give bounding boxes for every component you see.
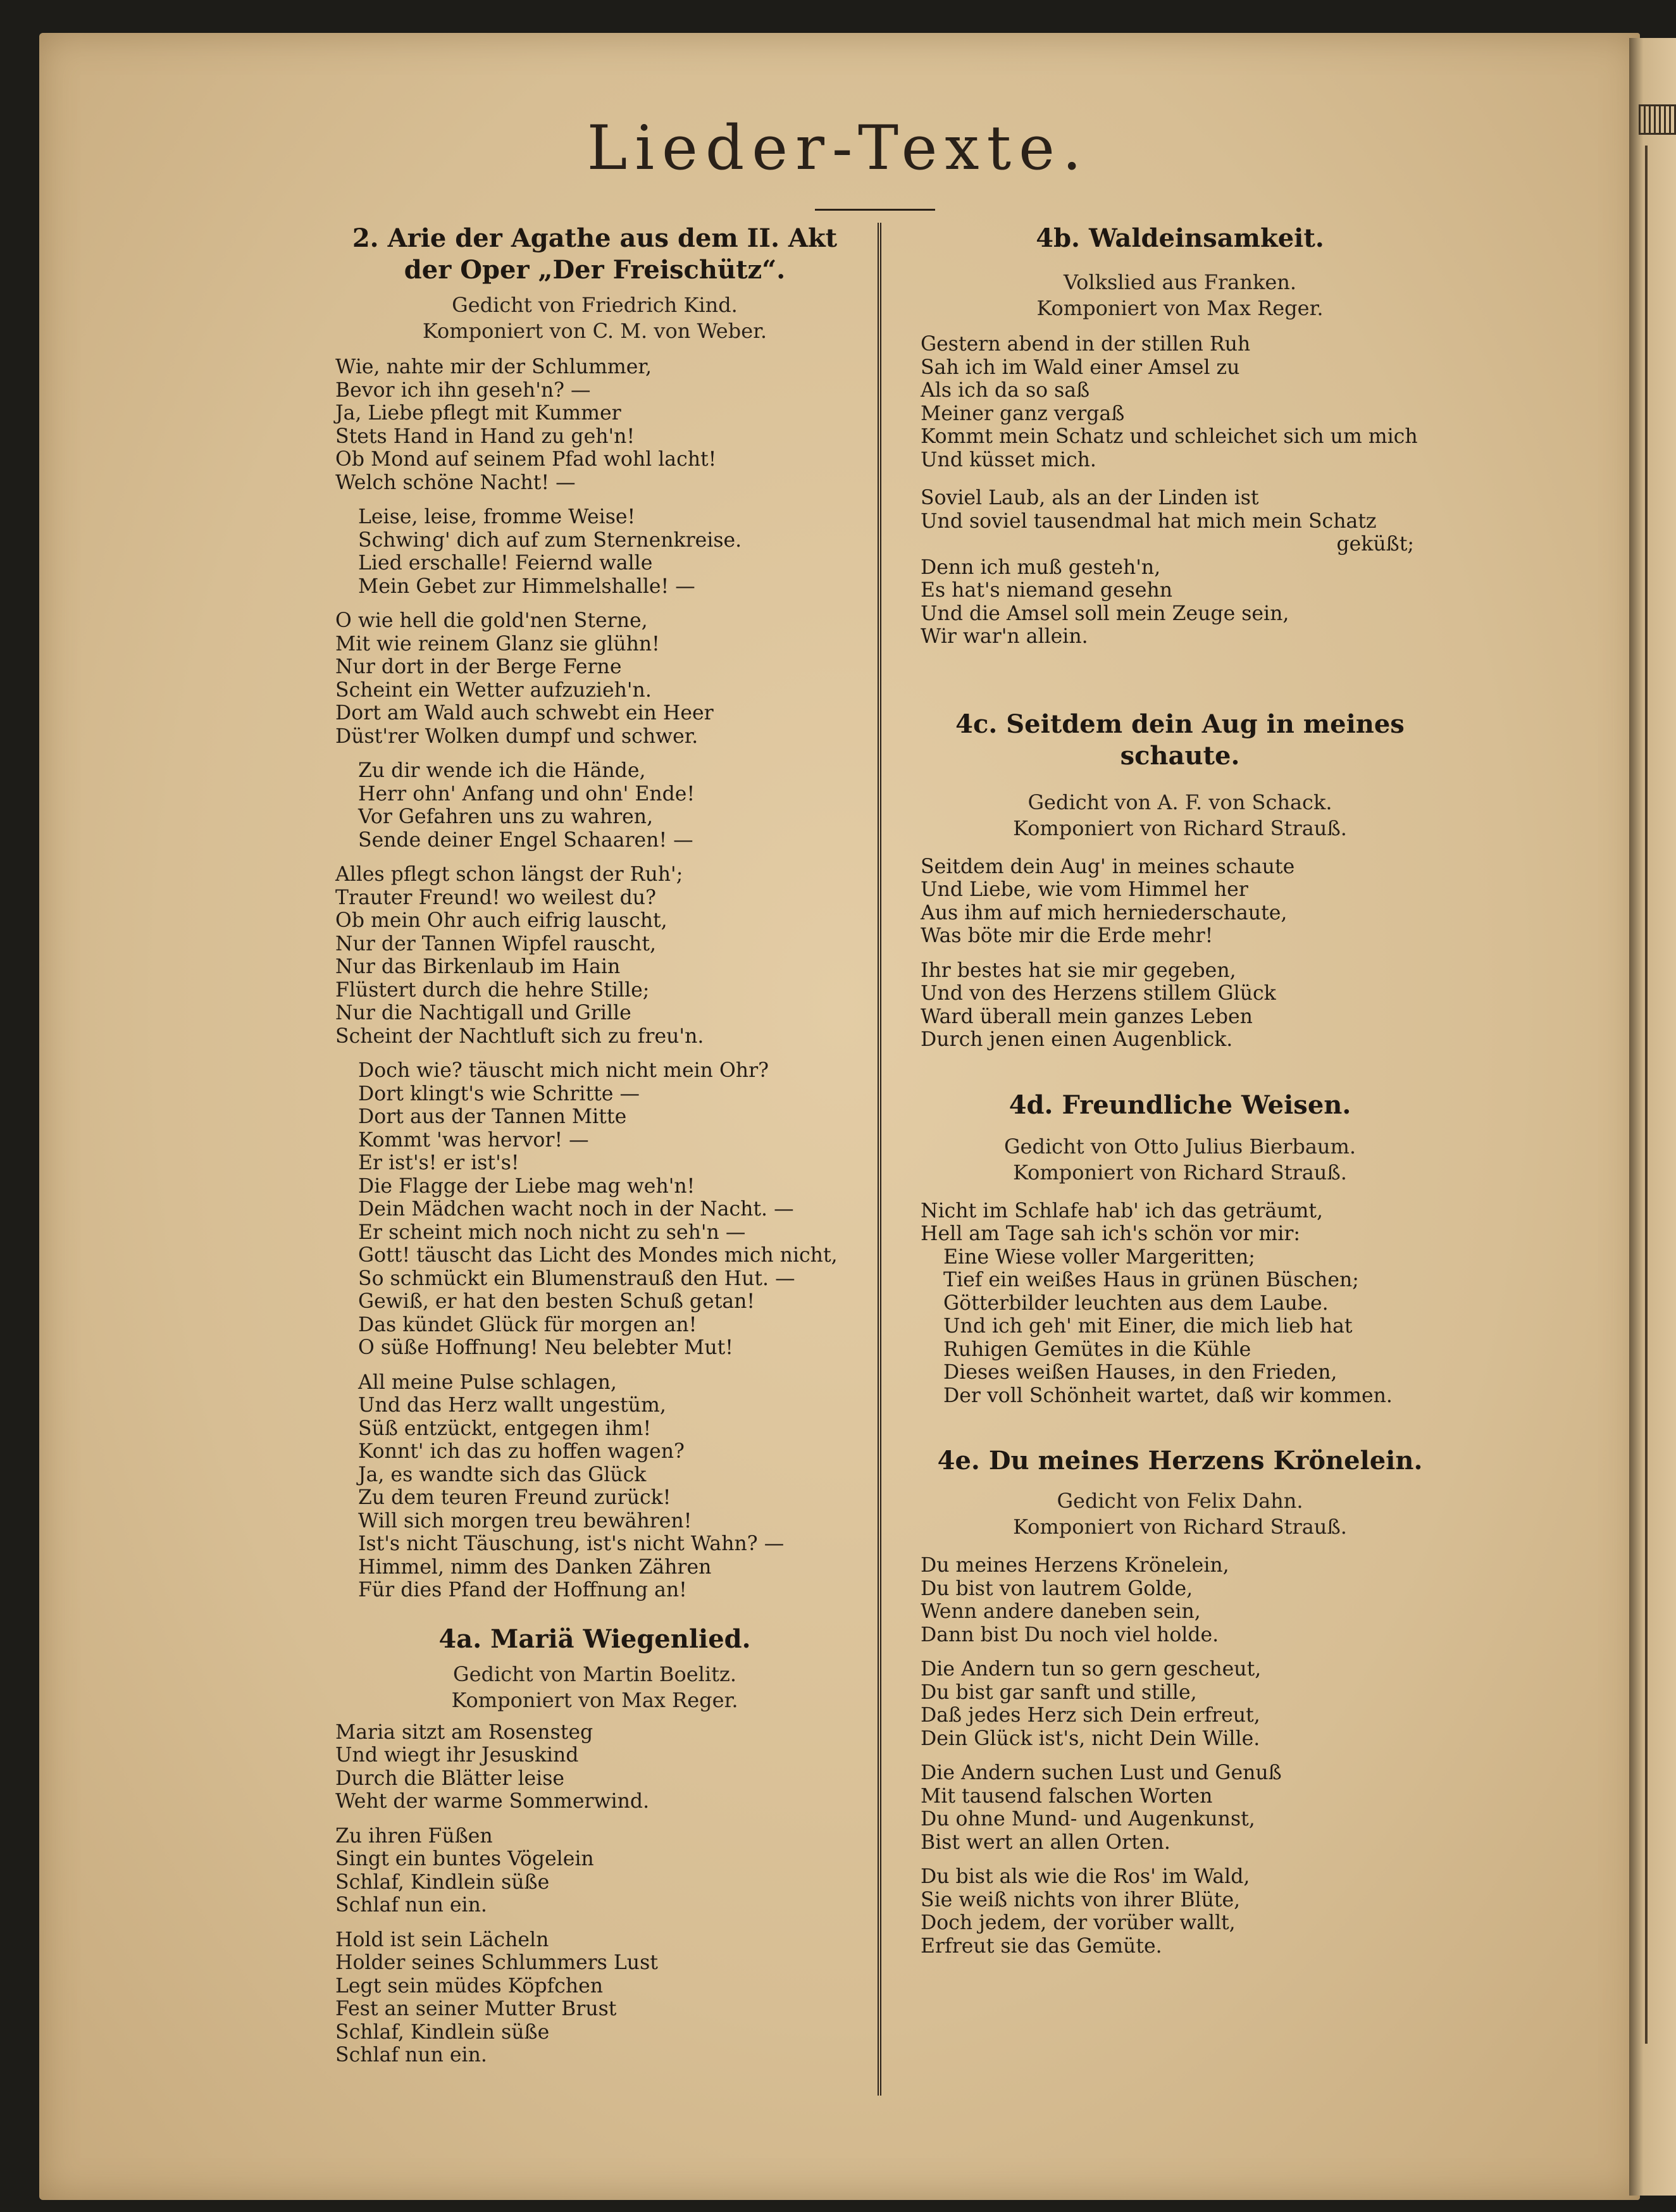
- left-column: [335, 223, 854, 2067]
- stanza: Alles pflegt schon längst der Ruh'; Trauter Freund! wo weilest du? Ob mein Ohr auch eifrig lauscht, Nur der Tannen Wipfel rauscht, Nur das Birkenlaub im Hain Flüstert durch die hehre Stille; Nur die Nachtigall und Grille Scheint der Nachtluft sich zu freu'n.: [335, 863, 704, 1048]
- section-number: 4a.: [438, 1624, 482, 1654]
- poem-credit: Volkslied aus Franken.: [1063, 270, 1297, 294]
- section-title: [921, 1445, 1439, 1477]
- right-column: [921, 223, 1439, 1958]
- stanza: Zu dir wende ich die Hände, Herr ohn' Anfang und ohn' Ende! Vor Gefahren uns zu wahren, Sende deiner Engel Schaaren! —: [358, 759, 695, 852]
- stanza: Du bist als wie die Ros' im Wald, Sie weiß nichts von ihrer Blüte, Doch jedem, der vorüber wallt, Erfreut sie das Gemüte.: [921, 1865, 1250, 1958]
- section-title-text: Freundliche Weisen.: [1062, 1090, 1351, 1120]
- stanza: Eine Wiese voller Margeritten; Tief ein weißes Haus in grünen Büschen; Götterbilder leuchten aus dem Laube. Und ich geh' mit Einer, die mich lieb hat Ruhigen Gemütes in die Kühle Dieses weißen Hauses, in den Frieden, Der voll Schönheit wartet, daß wir kommen.: [943, 1245, 1393, 1407]
- composer-credit: Komponiert von Max Reger.: [1036, 296, 1324, 320]
- stanza: Zu ihren Füßen Singt ein buntes Vögelein Schlaf, Kindlein süße Schlaf nun ein.: [335, 1824, 594, 1917]
- section-title: [335, 1624, 854, 1655]
- section-number: 4e.: [937, 1446, 980, 1476]
- poem-credit: Gedicht von Otto Julius Bierbaum.: [1003, 1134, 1356, 1159]
- composer-credit: Komponiert von Richard Strauß.: [1013, 816, 1347, 840]
- composer-credit: Komponiert von C. M. von Weber.: [422, 319, 767, 343]
- stanza: Denn ich muß gesteh'n, Es hat's niemand gesehn Und die Amsel soll mein Zeuge sein, Wir war'n allein.: [921, 556, 1289, 648]
- stanza: Seitdem dein Aug' in meines schaute Und Liebe, wie vom Himmel her Aus ihm auf mich herniederschaute, Was böte mir die Erde mehr!: [921, 855, 1295, 947]
- section-title-text: Mariä Wiegenlied.: [490, 1624, 751, 1654]
- stanza: Hold ist sein Lächeln Holder seines Schlummers Lust Legt sein müdes Köpfchen Fest an seiner Mutter Brust Schlaf, Kindlein süße Schlaf nun ein.: [335, 1928, 658, 2066]
- stanza: Doch wie? täuscht mich nicht mein Ohr? Dort klingt's wie Schritte — Dort aus der Tannen Mitte Kommt 'was hervor! — Er ist's! er ist's! Die Flagge der Liebe mag weh'n! Dein Mädchen wacht noch in der Nacht. — Er scheint mich noch nicht zu seh'n — Gott! täuscht das Licht des Mondes mich nicht, So schmückt ein Blumenstrauß den Hut. — Gewiß, er hat den besten Schuß getan! Das kündet Glück für morgen an! O süße Hoffnung! Neu belebter Mut!: [358, 1059, 838, 1359]
- poem-credit: Gedicht von Martin Boelitz.: [453, 1662, 736, 1686]
- composer-credit: Komponiert von Richard Strauß.: [1013, 1160, 1347, 1184]
- section-title-text: Arie der Agathe aus dem II. Akt der Oper „Der Freischütz“.: [387, 223, 838, 285]
- section-title: [921, 1090, 1439, 1121]
- page-title: Lieder-Texte.: [587, 113, 1089, 183]
- stanza: All meine Pulse schlagen, Und das Herz wallt ungestüm, Süß entzückt, entgegen ihm! Konnt' ich das zu hoffen wagen? Ja, es wandte sich das Glück Zu dem teuren Freund zurück! Will sich morgen treu bewähren! Ist's nicht Täuschung, ist's nicht Wahn? — Himmel, nimm des Danken Zähren Für dies Pfand der Hoffnung an!: [358, 1370, 785, 1601]
- stanza-continuation: geküßt;: [1336, 533, 1414, 556]
- stanza: Leise, leise, fromme Weise! Schwing' dich auf zum Sternenkreise. Lied erschalle! Feiernd walle Mein Gebet zur Himmelshalle! —: [358, 506, 742, 598]
- section-number: 4c.: [955, 709, 998, 739]
- stanza: Die Andern suchen Lust und Genuß Mit tausend falschen Worten Du ohne Mund- und Augenkunst, Bist wert an allen Orten.: [921, 1762, 1282, 1854]
- section-number: 4d.: [1009, 1090, 1053, 1120]
- facing-page-rule: [1645, 146, 1648, 2044]
- title-rule: [815, 209, 935, 211]
- section-title-text: Waldeinsamkeit.: [1088, 223, 1324, 253]
- poem-credit: Gedicht von Felix Dahn.: [1057, 1489, 1303, 1513]
- column-divider: [878, 223, 881, 2096]
- section-number: 2.: [352, 223, 379, 253]
- composer-credit: Komponiert von Max Reger.: [451, 1687, 738, 1712]
- poem-credit: Gedicht von A. F. von Schack.: [1027, 790, 1332, 814]
- stanza: Gestern abend in der stillen Ruh Sah ich im Wald einer Amsel zu Als ich da so saß Meiner ganz vergaß Kommt mein Schatz und schleichet sich um mich Und küsset mich.: [921, 333, 1418, 471]
- stanza: Du meines Herzens Krönelein, Du bist von lautrem Golde, Wenn andere daneben sein, Dann bist Du noch viel holde.: [921, 1554, 1229, 1646]
- section-title-text: Seitdem dein Aug in meines schaute.: [1006, 709, 1405, 771]
- section-title: [921, 709, 1439, 772]
- section-number: 4b.: [1036, 223, 1080, 253]
- section-title: [921, 223, 1439, 254]
- stanza: Die Andern tun so gern gescheut, Du bist gar sanft und stille, Daß jedes Herz sich Dein erfreut, Dein Glück ist's, nicht Dein Wille.: [921, 1658, 1262, 1750]
- poem-credit: Gedicht von Friedrich Kind.: [452, 293, 738, 317]
- stanza: Nicht im Schlafe hab' ich das geträumt, Hell am Tage sah ich's schön vor mir:: [921, 1199, 1324, 1245]
- facing-page-edge: [1629, 38, 1676, 2196]
- stanza: Maria sitzt am Rosensteg Und wiegt ihr Jesuskind Durch die Blätter leise Weht der warme Sommerwind.: [335, 1720, 650, 1813]
- stanza: Wie, nahte mir der Schlummer, Bevor ich ihn geseh'n? — Ja, Liebe pflegt mit Kummer Stets Hand in Hand zu geh'n! Ob Mond auf seinem Pfad wohl lacht! Welch schöne Nacht! —: [335, 356, 717, 494]
- stanza: O wie hell die gold'nen Sterne, Mit wie reinem Glanz sie glühn! Nur dort in der Berge Ferne Scheint ein Wetter aufzuzieh'n. Dort am Wald auch schwebt ein Heer Düst'rer Wolken dumpf und schwer.: [335, 609, 714, 748]
- section-title: [335, 223, 854, 286]
- stanza: Ihr bestes hat sie mir gegeben, Und von des Herzens stillem Glück Ward überall mein ganzes Leben Durch jenen einen Augenblick.: [921, 959, 1276, 1051]
- section-title-text: Du meines Herzens Krönelein.: [988, 1446, 1423, 1476]
- stanza: Soviel Laub, als an der Linden ist Und soviel tausendmal hat mich mein Schatz: [921, 487, 1377, 533]
- composer-credit: Komponiert von Richard Strauß.: [1013, 1515, 1347, 1539]
